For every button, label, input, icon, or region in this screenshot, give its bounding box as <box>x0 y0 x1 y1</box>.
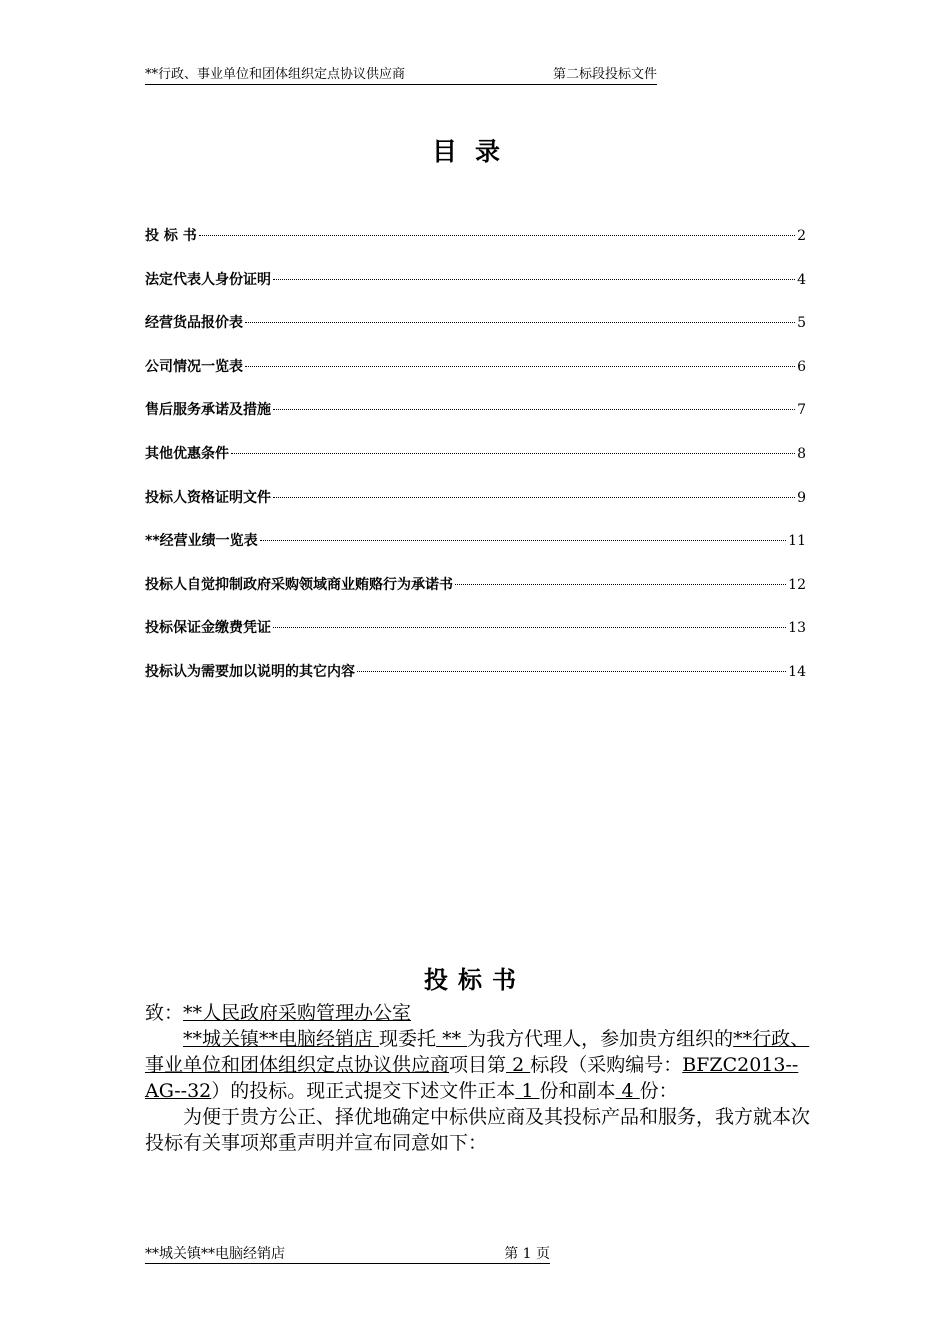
toc-entry[interactable] <box>145 400 806 444</box>
header-project-name: **行政、事业单位和团体组织定点协议供应商 <box>145 67 406 82</box>
bid-company: **城关镇**电脑经销店 <box>183 1028 380 1050</box>
toc-entry[interactable] <box>145 618 806 662</box>
toc-entry-label: 公司情况一览表 <box>145 358 243 375</box>
toc-entry-page: 4 <box>797 271 806 288</box>
bid-paragraph-1 <box>145 1026 810 1104</box>
bid-text: 为我方代理人，参加贵方组织的 <box>467 1028 734 1050</box>
toc-entry-label: 投标认为需要加以说明的其它内容 <box>145 663 355 680</box>
bid-title: 投标书 <box>424 966 526 994</box>
bid-text: 份： <box>639 1080 678 1102</box>
bid-procurement-code: BFZC2013--AG--32 <box>145 1054 799 1102</box>
toc-entry-page: 12 <box>788 576 806 593</box>
toc-leader-dots <box>273 627 786 628</box>
bid-paragraph-2: 为便于贵方公正、择优地确定中标供应商及其投标产品和服务，我方就本次投标有关事项郑重声明并宣布同意如下： <box>145 1106 811 1154</box>
toc-entry-label: 其他优惠条件 <box>145 445 229 462</box>
toc-leader-dots <box>260 540 787 541</box>
bid-text: 项目第 <box>449 1054 507 1076</box>
toc-entry-page: 8 <box>797 445 806 462</box>
toc-entry-label: 投标人自觉抑制政府采购领域商业贿赂行为承诺书 <box>145 576 453 593</box>
toc-leader-dots <box>455 584 786 585</box>
toc-entry-page: 11 <box>788 533 806 550</box>
toc-entry-page: 9 <box>797 489 806 506</box>
bid-text: ）的投标。现正式提交下述文件正本 <box>211 1080 516 1102</box>
bid-copy-count: 4 <box>615 1080 640 1102</box>
toc-leader-dots <box>245 322 795 323</box>
footer-company: **城关镇**电脑经销店 <box>145 1246 285 1262</box>
page-header <box>145 66 657 85</box>
toc-entry-label: **经营业绩一览表 <box>145 533 258 550</box>
toc-leader-dots <box>357 671 786 672</box>
toc-entry[interactable] <box>145 270 806 314</box>
toc-entry-label: 投 标 书 <box>145 228 197 244</box>
toc-entry[interactable] <box>145 313 806 357</box>
toc-entry-page: 14 <box>788 663 806 680</box>
footer-page-number: 第 1 页 <box>504 1246 550 1262</box>
toc-entry[interactable] <box>145 226 806 270</box>
toc-entry-label: 投标保证金缴费凭证 <box>145 620 271 637</box>
bid-body <box>145 1000 810 1156</box>
toc-leader-dots <box>231 453 795 454</box>
page-footer <box>145 1245 550 1264</box>
bid-text: 标段（采购编号： <box>530 1054 683 1076</box>
bid-text: 份和副本 <box>539 1080 616 1102</box>
toc-entry-label: 法定代表人身份证明 <box>145 271 271 288</box>
toc-entry-page: 5 <box>797 315 806 332</box>
toc-entry-label: 投标人资格证明文件 <box>145 489 271 506</box>
toc-entry-label: 售后服务承诺及措施 <box>145 402 271 419</box>
bid-lot-number: 2 <box>506 1054 531 1076</box>
toc-entry[interactable] <box>145 662 806 706</box>
toc-leader-dots <box>273 409 795 410</box>
toc-title: 目录 <box>431 137 518 166</box>
bid-text: 现委托 <box>379 1028 437 1050</box>
toc-entry-page: 13 <box>788 620 806 637</box>
toc-entry-page: 6 <box>797 358 806 375</box>
toc-entry-page: 7 <box>797 402 806 419</box>
bid-recipient: **人民政府采购管理办公室 <box>183 1002 412 1024</box>
toc-entry[interactable] <box>145 444 806 488</box>
toc-leader-dots <box>273 497 795 498</box>
toc-entry-label: 经营货品报价表 <box>145 315 243 332</box>
bid-to-label: 致： <box>145 1002 184 1024</box>
toc-entry[interactable] <box>145 575 806 619</box>
toc-leader-dots <box>245 366 795 367</box>
toc-leader-dots <box>199 235 795 236</box>
toc-entry[interactable] <box>145 531 806 575</box>
bid-project: **行政、事业单位和团体组织定点协议供应商 <box>145 1028 810 1076</box>
toc-entry[interactable] <box>145 357 806 401</box>
bid-agent: ** <box>436 1028 468 1050</box>
bid-recipient-line <box>145 1000 810 1026</box>
bid-original-count: 1 <box>515 1080 540 1102</box>
toc-entry-page: 2 <box>797 228 806 244</box>
table-of-contents <box>145 226 806 706</box>
toc-entry[interactable] <box>145 488 806 532</box>
header-section-name: 第二标段投标文件 <box>552 67 657 82</box>
toc-leader-dots <box>273 279 795 280</box>
